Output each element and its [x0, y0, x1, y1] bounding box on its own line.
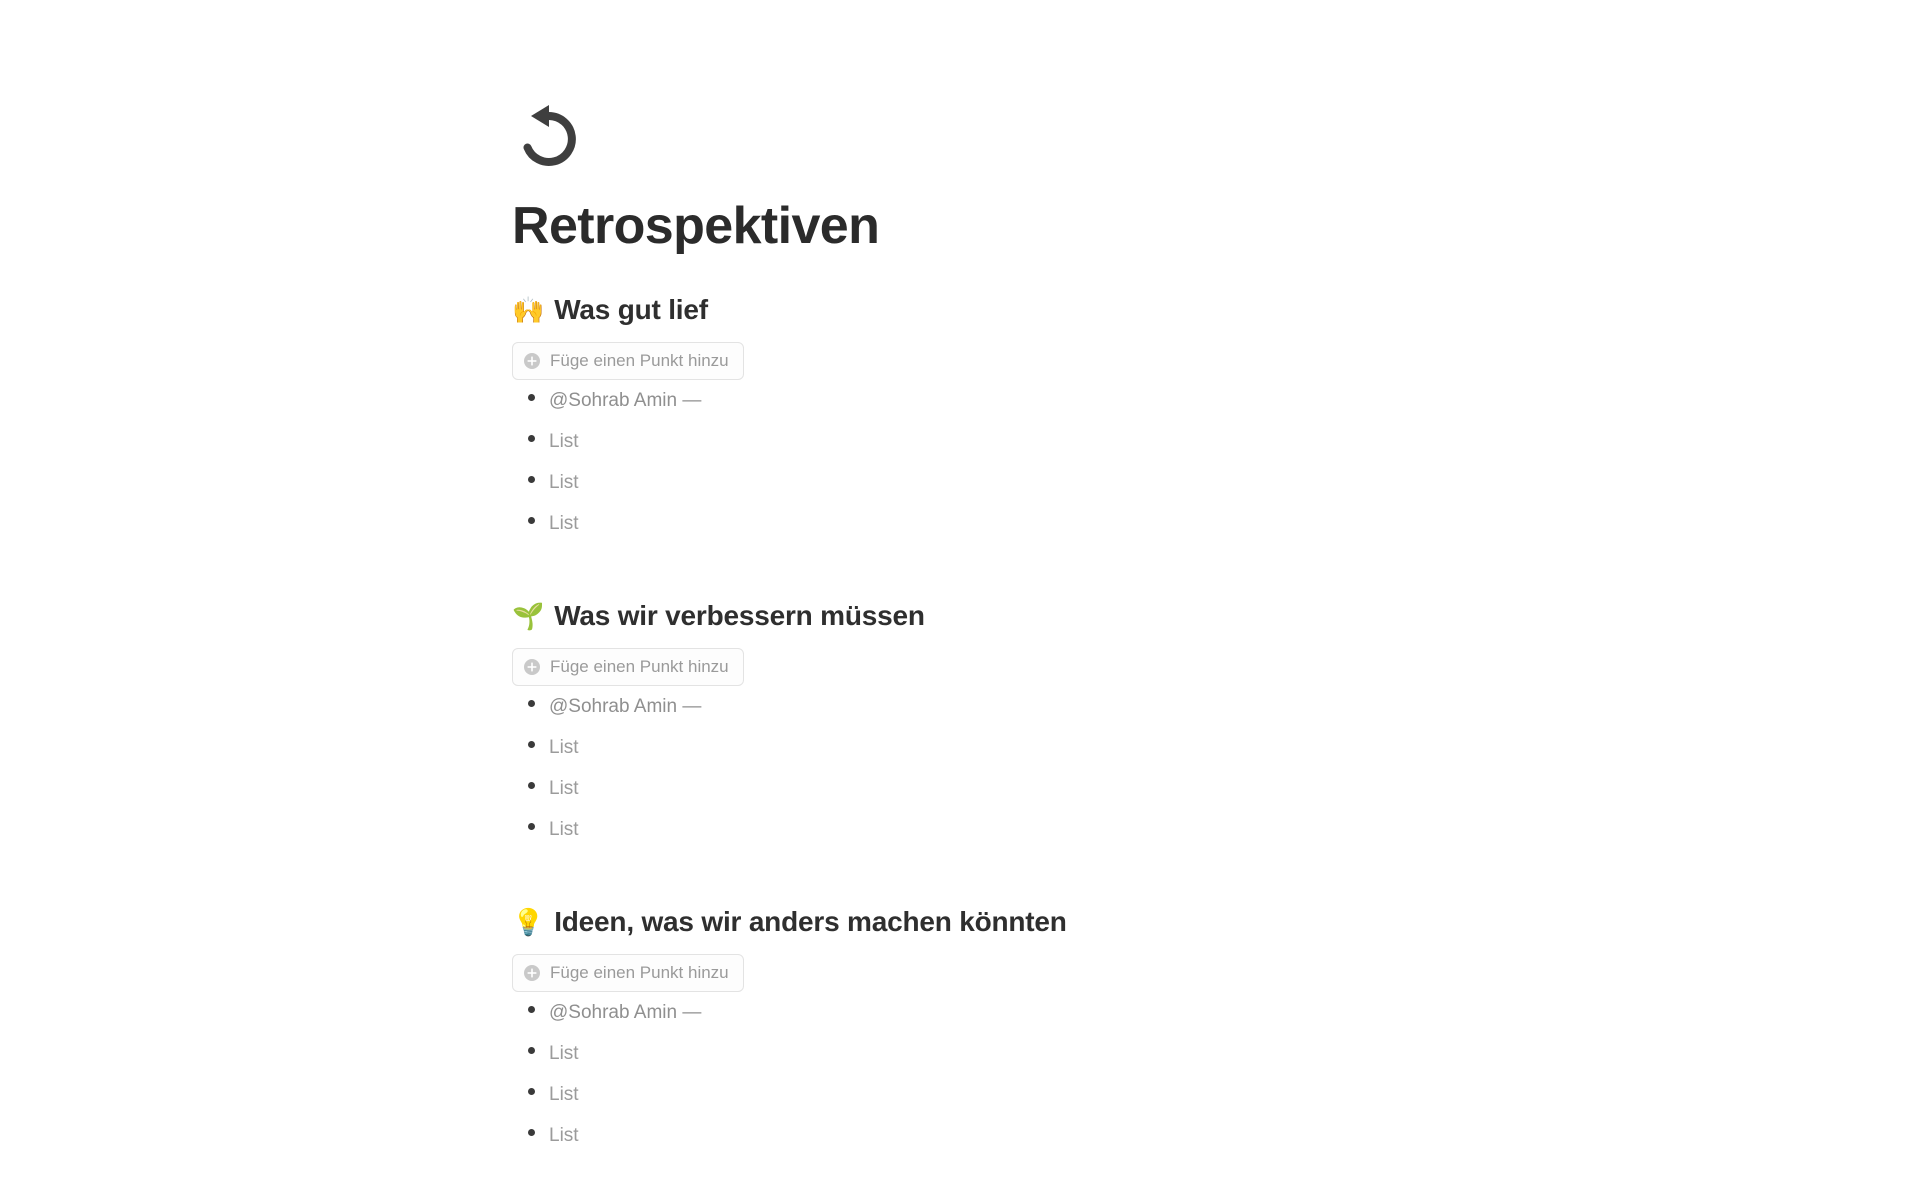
list-item[interactable]: [528, 429, 1412, 470]
add-item-label: Füge einen Punkt hinzu: [550, 963, 729, 982]
list-item[interactable]: [528, 1082, 1412, 1123]
section-heading: [512, 904, 1412, 940]
bullet-list: [512, 388, 1412, 552]
list-item-text: List: [549, 1043, 579, 1064]
list-item[interactable]: [528, 1041, 1412, 1082]
seedling-emoji: 🌱: [512, 601, 545, 631]
section-ideen-anders-machen: [512, 904, 1412, 1164]
section-heading-label: Was gut lief: [554, 294, 708, 325]
section-was-gut-lief: [512, 292, 1412, 552]
document-body: [512, 100, 1412, 1164]
list-item[interactable]: [528, 694, 1412, 735]
bullet-dot-icon: [528, 1006, 535, 1013]
section-heading: [512, 292, 1412, 328]
add-item-label: Füge einen Punkt hinzu: [550, 657, 729, 676]
undo-arrow-icon[interactable]: [512, 100, 586, 174]
list-item[interactable]: [528, 470, 1412, 511]
bullet-dot-icon: [528, 823, 535, 830]
list-item[interactable]: [528, 1000, 1412, 1041]
bullet-dot-icon: [528, 517, 535, 524]
list-item-text: List: [549, 737, 579, 758]
section-heading: [512, 598, 1412, 634]
bullet-dot-icon: [528, 700, 535, 707]
bullet-dot-icon: [528, 435, 535, 442]
add-item-button[interactable]: [512, 648, 744, 686]
raising-hands-emoji: 🙌: [512, 295, 545, 325]
list-item-text: List: [549, 513, 579, 534]
bullet-dot-icon: [528, 741, 535, 748]
bullet-list: [512, 1000, 1412, 1164]
bullet-dot-icon: [528, 476, 535, 483]
list-item-text: @Sohrab Amin —: [549, 696, 702, 717]
section-heading-label: Ideen, was wir anders machen könnten: [554, 906, 1067, 937]
add-item-label: Füge einen Punkt hinzu: [550, 351, 729, 370]
list-item-text: @Sohrab Amin —: [549, 1002, 702, 1023]
list-item-text: List: [549, 819, 579, 840]
bullet-dot-icon: [528, 1129, 535, 1136]
list-item-text: List: [549, 1125, 579, 1146]
list-item[interactable]: [528, 735, 1412, 776]
bullet-dot-icon: [528, 1047, 535, 1054]
plus-circle-icon: [523, 352, 541, 370]
list-item[interactable]: [528, 388, 1412, 429]
add-item-button[interactable]: [512, 342, 744, 380]
bullet-dot-icon: [528, 782, 535, 789]
list-item[interactable]: [528, 776, 1412, 817]
list-item-text: @Sohrab Amin —: [549, 390, 702, 411]
list-item-text: List: [549, 431, 579, 452]
list-item[interactable]: [528, 511, 1412, 552]
plus-circle-icon: [523, 964, 541, 982]
list-item-text: List: [549, 1084, 579, 1105]
add-item-button[interactable]: [512, 954, 744, 992]
light-bulb-emoji: 💡: [512, 907, 545, 937]
bullet-list: [512, 694, 1412, 858]
section-heading-label: Was wir verbessern müssen: [554, 600, 925, 631]
list-item-text: List: [549, 472, 579, 493]
section-was-wir-verbessern-muessen: [512, 598, 1412, 858]
list-item[interactable]: [528, 817, 1412, 858]
list-item-text: List: [549, 778, 579, 799]
page-title: Retrospektiven: [512, 197, 880, 255]
plus-circle-icon: [523, 658, 541, 676]
bullet-dot-icon: [528, 1088, 535, 1095]
list-item[interactable]: [528, 1123, 1412, 1164]
bullet-dot-icon: [528, 394, 535, 401]
